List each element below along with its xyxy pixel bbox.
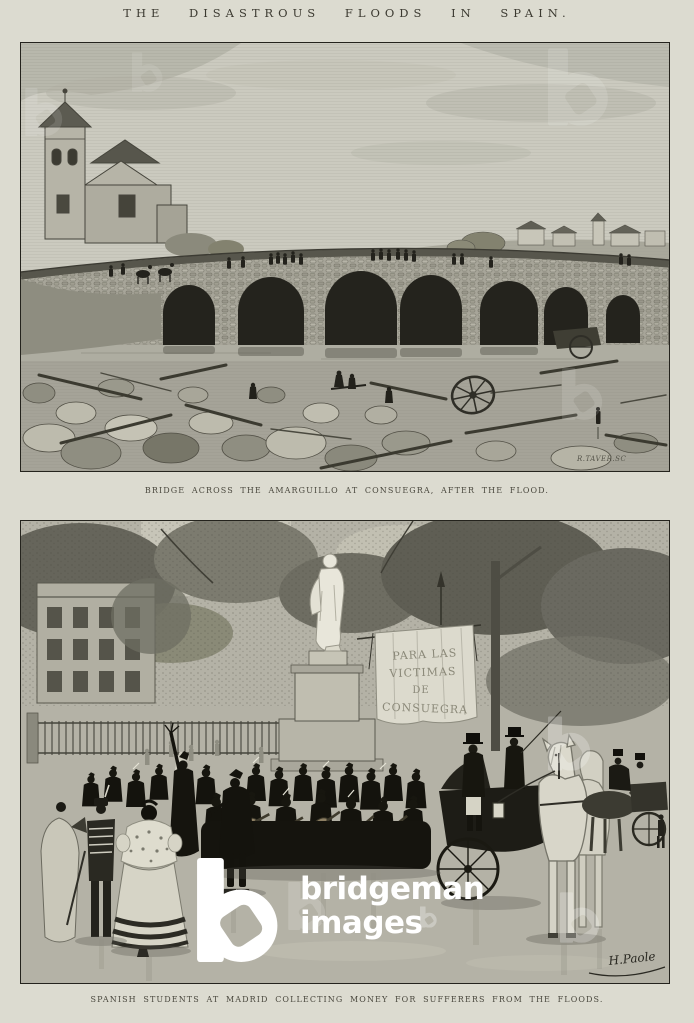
- brand-line2: images: [300, 905, 423, 941]
- banner-line-2: VICTIMAS: [389, 664, 457, 681]
- students-engraving-illustration: [21, 521, 669, 983]
- brand-line1: bridgeman: [300, 871, 485, 907]
- artist-signature: H.Paole: [607, 949, 657, 968]
- banner-line-1: PARA LAS: [392, 646, 458, 663]
- plate-bridge-consuegra: [20, 42, 670, 472]
- banner-line-4: CONSUEGRA: [381, 700, 469, 717]
- banner-line-3: DE: [412, 685, 430, 696]
- page-title: THE DISASTROUS FLOODS IN SPAIN.: [123, 6, 571, 20]
- engraver-signature: R.TAVER.SC: [577, 455, 627, 463]
- plate-students-madrid: [20, 520, 670, 984]
- caption-bridge: BRIDGE ACROSS THE AMARGUILLO AT CONSUEGRA, AFTER THE FLOOD.: [144, 486, 550, 495]
- caption-students: SPANISH STUDENTS AT MADRID COLLECTING MONEY FOR SUFFERERS FROM THE FLOODS.: [90, 995, 604, 1004]
- bridge-engraving-illustration: [21, 43, 669, 471]
